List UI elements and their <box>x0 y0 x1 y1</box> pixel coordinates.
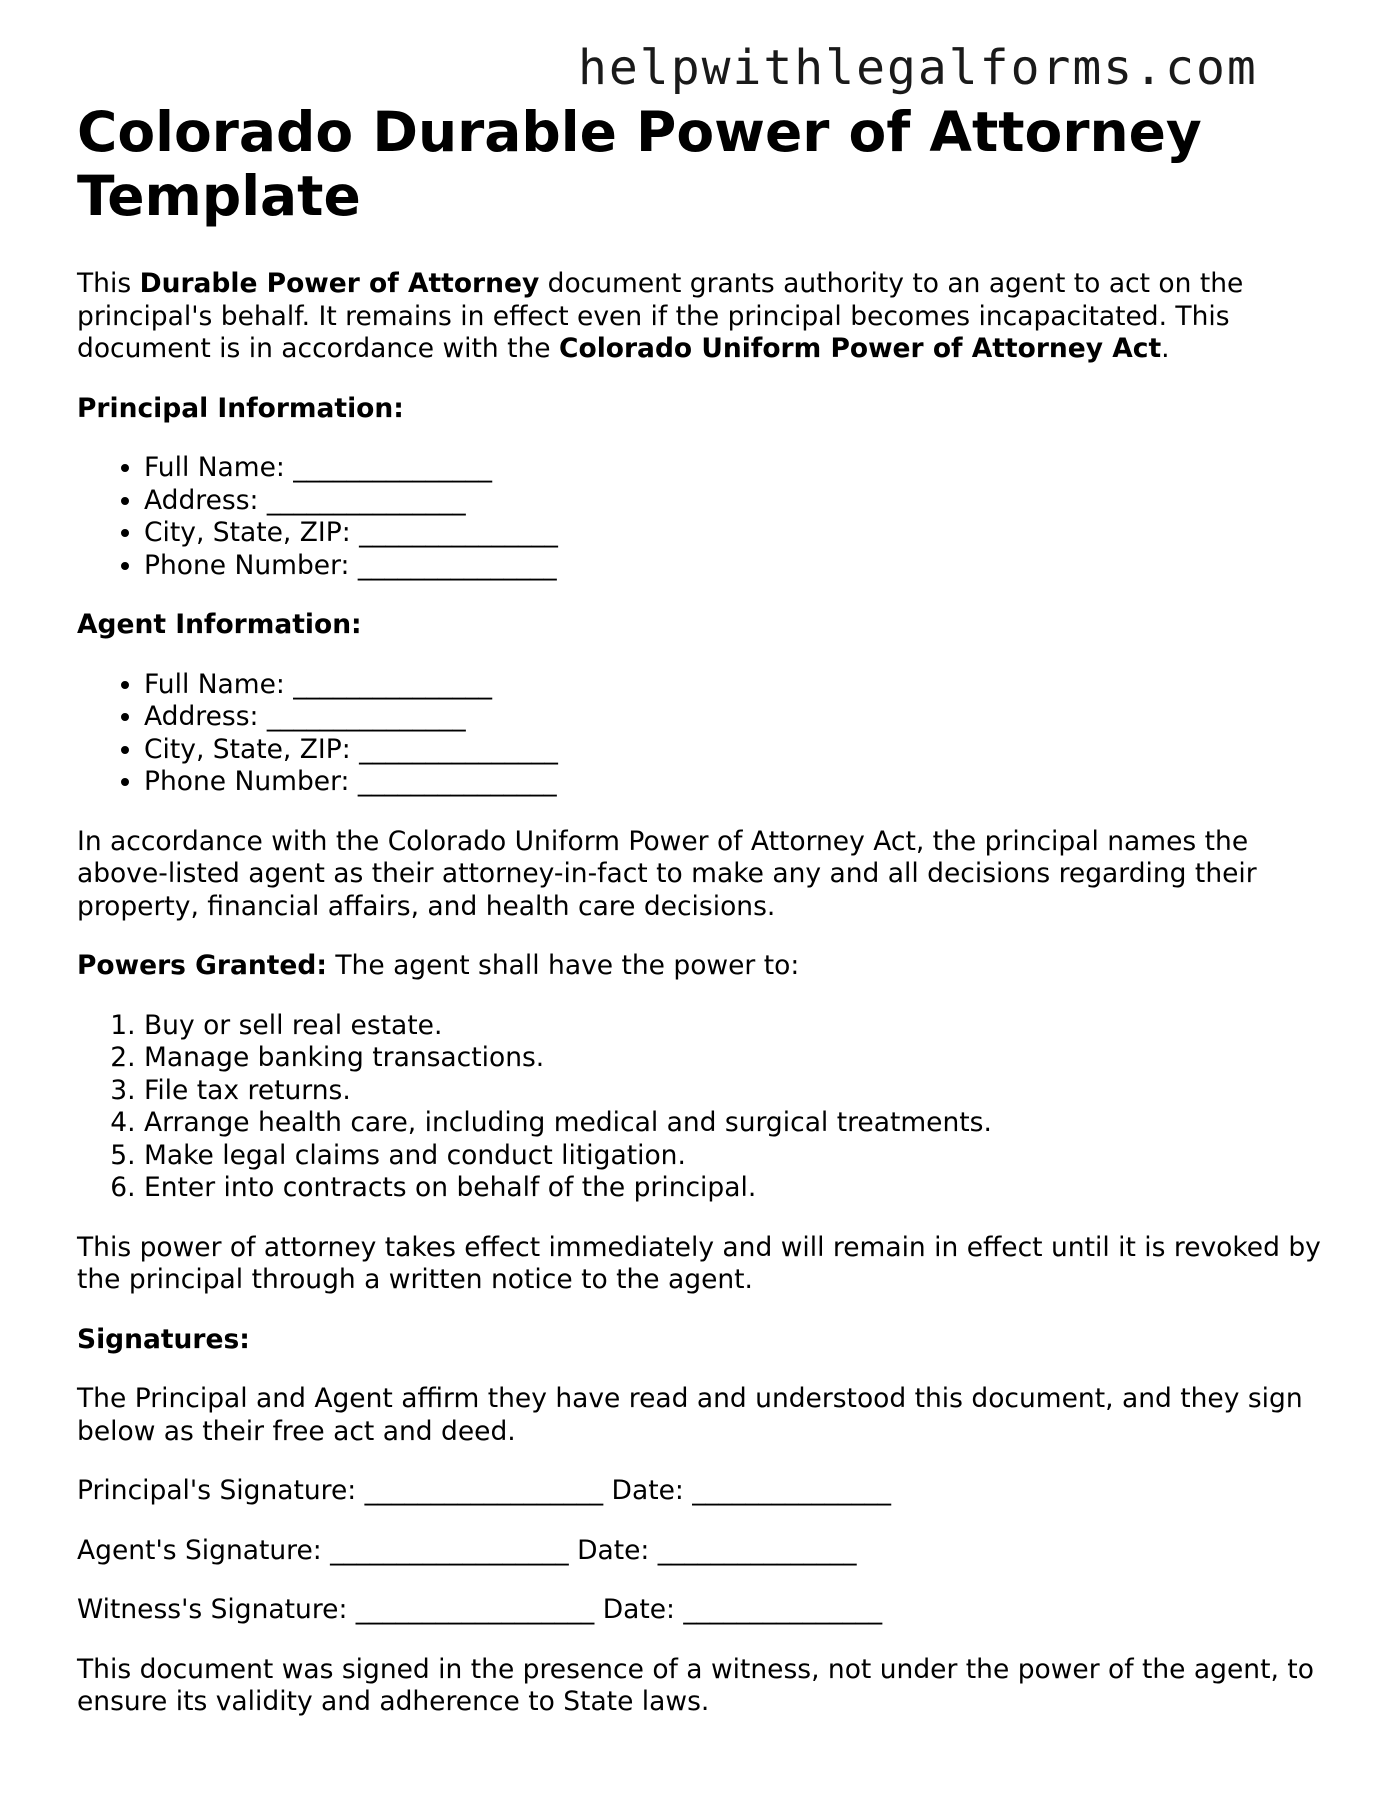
agent-full-name-field: • Full Name: _______________ <box>144 669 1327 702</box>
principal-city-state-zip-field: • City, State, ZIP: _______________ <box>144 517 1327 550</box>
document-body <box>77 100 1327 1719</box>
power-item: 2. Manage banking transactions. <box>144 1042 1327 1075</box>
intro-text-mid: document grants authority to an agent to act on the principal's behalf. It remains in effect even if the principal becomes incapacitated. This document is in accordance with the <box>77 268 1244 364</box>
intro-bold-doc-name: Durable Power of Attorney <box>139 268 540 299</box>
intro-paragraph <box>77 268 1327 366</box>
agent-city-state-zip-field: • City, State, ZIP: _______________ <box>144 734 1327 767</box>
signatures-heading: Signatures: <box>77 1323 250 1355</box>
closing-paragraph: This document was signed in the presence of a witness, not under the power of the agent, to ensure its validity and adherence to State laws. <box>77 1653 1314 1717</box>
principal-signature-line: Principal's Signature: __________________ Date: _______________ <box>77 1475 891 1506</box>
powers-intro: The agent shall have the power to: <box>326 950 800 981</box>
site-watermark: helpwithlegalforms.com <box>578 40 1258 96</box>
power-item: 1. Buy or sell real estate. <box>144 1010 1327 1043</box>
power-item: 3. File tax returns. <box>144 1075 1327 1108</box>
powers-heading: Powers Granted: <box>77 950 327 981</box>
agent-signature-line: Agent's Signature: __________________ Date: _______________ <box>77 1534 857 1566</box>
powers-list <box>77 1010 1327 1205</box>
agent-fields-list <box>77 669 1327 799</box>
power-item: 4. Arrange health care, including medical and surgical treatments. <box>144 1107 1327 1140</box>
effect-paragraph: This power of attorney takes effect immediately and will remain in effect until it is revoked by the principal through a written notice to the agent. <box>77 1231 1321 1295</box>
intro-bold-act-name: Colorado Uniform Power of Attorney Act <box>559 333 1162 364</box>
principal-phone-field: • Phone Number: _______________ <box>144 550 1327 583</box>
accordance-paragraph: In accordance with the Colorado Uniform Power of Attorney Act, the principal names the above-listed agent as their attorney-in-fact to make any and all decisions regarding their property, financial affairs, and health care decisions. <box>77 825 1257 922</box>
signatures-affirm-paragraph: The Principal and Agent affirm they have read and understood this document, and they sign below as their free act and deed. <box>77 1383 1303 1447</box>
intro-text-post: . <box>1161 333 1170 364</box>
principal-address-field: • Address: _______________ <box>144 485 1327 518</box>
witness-signature-line: Witness's Signature: __________________ Date: _______________ <box>77 1594 883 1625</box>
agent-address-field: • Address: _______________ <box>144 701 1327 734</box>
agent-heading: Agent Information: <box>77 609 362 640</box>
power-item: 6. Enter into contracts on behalf of the principal. <box>144 1172 1327 1205</box>
document-title: Colorado Durable Power of Attorney Template <box>77 100 1202 228</box>
principal-heading: Principal Information: <box>77 392 404 424</box>
powers-granted-paragraph <box>77 950 1327 983</box>
power-item: 5. Make legal claims and conduct litigation. <box>144 1140 1327 1173</box>
agent-phone-field: • Phone Number: _______________ <box>144 766 1327 799</box>
principal-full-name-field: • Full Name: _______________ <box>144 452 1327 485</box>
principal-fields-list <box>77 452 1327 582</box>
intro-text-pre: This <box>77 268 140 299</box>
